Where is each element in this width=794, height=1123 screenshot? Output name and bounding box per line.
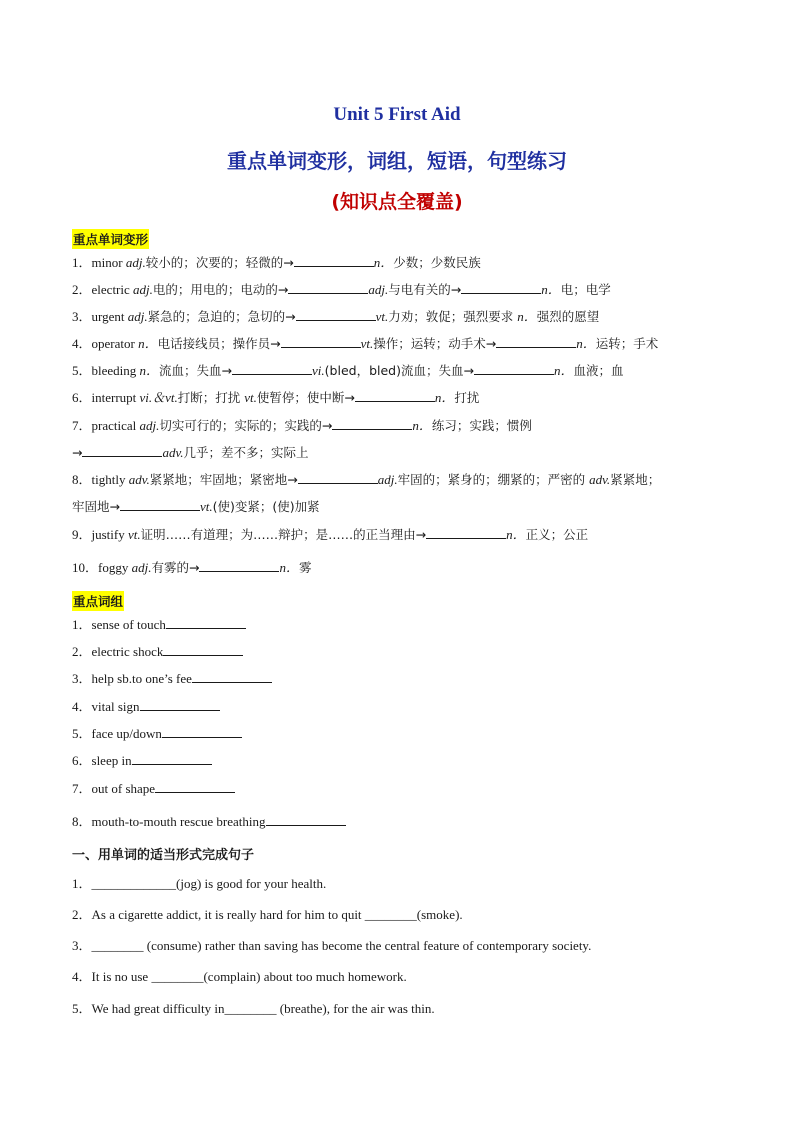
answer-blank[interactable] [296,308,376,321]
vocab-item: 9．justify vt.证明……有道理；为……辩护；是……的正当理由→ n．正义；公正 [72,527,589,542]
answer-blank[interactable] [82,444,162,457]
answer-blank[interactable] [166,616,246,629]
phrase-item: 4．vital sign [72,698,754,715]
answer-blank[interactable] [199,559,279,572]
answer-blank[interactable] [163,643,243,656]
vocab-item: 8．tightly adv.紧紧地；牢固地；紧密地→ adj.牢固的；紧身的；绷紧的；严密的 adv.紧紧地； [72,472,661,487]
answer-blank[interactable] [132,752,212,765]
phrase-item: 7．out of shape [72,780,754,797]
answer-blank[interactable] [281,335,361,348]
vocab-item: 6．interrupt vi.＆vt.打断；打扰 vt.使暂停；使中断→ n．打扰 [72,390,480,405]
vocab-item: 1．minor adj.较小的；次要的；轻微的→ n．少数；少数民族 [72,255,481,270]
answer-blank[interactable] [192,670,272,683]
exercise-item: 4．It is no use ________(complain) about too much homework. [72,969,407,984]
answer-blank[interactable] [155,780,235,793]
answer-blank[interactable] [298,471,378,484]
exercise-item: 2．As a cigarette addict, it is really hard for him to quit ________(smoke). [72,907,463,922]
vocab-heading: 重点单词变形 [72,229,149,249]
vocab-item: 10．foggy adj.有雾的→ n．雾 [72,560,312,575]
answer-blank[interactable] [332,417,412,430]
page-title: Unit 5 First Aid [333,104,461,125]
answer-blank[interactable]: ________ [91,938,144,953]
answer-blank[interactable] [232,362,312,375]
answer-blank[interactable]: ________ [224,1001,277,1016]
phrase-item: 8．mouth-to-mouth rescue breathing [72,813,754,830]
answer-blank[interactable] [355,389,435,402]
vocab-item-continued: → adv.几乎；差不多；实际上 [72,445,309,460]
answer-blank[interactable] [162,725,242,738]
answer-blank[interactable] [140,698,220,711]
exercise-item: 1．_____________(jog) is good for your health. [72,876,327,891]
answer-blank[interactable]: _____________ [91,876,177,891]
vocab-item: 2．electric adj.电的；用电的；电动的→ adj.与电有关的→ n．电；电学 [72,282,611,297]
answer-blank[interactable] [474,362,554,375]
vocab-item-continued: 牢固地→ vt.(使)变紧；(使)加紧 [72,499,320,514]
answer-blank[interactable]: ________ [151,969,204,984]
exercise-item: 5．We had great difficulty in________ (breathe), for the air was thin. [72,1001,435,1016]
phrase-item: 6．sleep in [72,752,754,769]
answer-blank[interactable] [426,526,506,539]
coverage-note: (知识点全覆盖) [331,191,463,213]
phrase-item: 5．face up/down [72,725,754,742]
vocab-item: 4．operator n．电话接线员；操作员→ vt.操作；运转；动手术→ n．运转；手术 [72,336,659,351]
phrase-item: 3．help sb.to one’s fee [72,670,754,687]
vocab-item: 5．bleeding n．流血；失血→ vi.(bled，bled)流血；失血→ n．血液；血 [72,363,624,378]
phrases-heading: 重点词组 [72,591,124,611]
vocab-item: 7．practical adj.切实可行的；实际的；实践的→ n．练习；实践；惯例 [72,418,532,433]
vocab-item: 3．urgent adj.紧急的；急迫的；急切的→ vt.力劝；敦促；强烈要求 n．强烈的愿望 [72,309,600,324]
phrase-item: 1．sense of touch [72,616,754,633]
exercise-heading: 一、用单词的适当形式完成句子 [72,848,255,863]
answer-blank[interactable] [496,335,576,348]
answer-blank[interactable] [288,281,368,294]
answer-blank[interactable]: ________ [364,907,417,922]
answer-blank[interactable] [120,498,200,511]
answer-blank[interactable] [461,281,541,294]
page-subtitle: 重点单词变形，词组，短语，句型练习 [227,149,567,173]
phrase-item: 2．electric shock [72,643,754,660]
exercise-item: 3．________ (consume) rather than saving has become the central feature of contemporary society. [72,938,592,953]
answer-blank[interactable] [294,254,374,267]
answer-blank[interactable] [266,813,346,826]
